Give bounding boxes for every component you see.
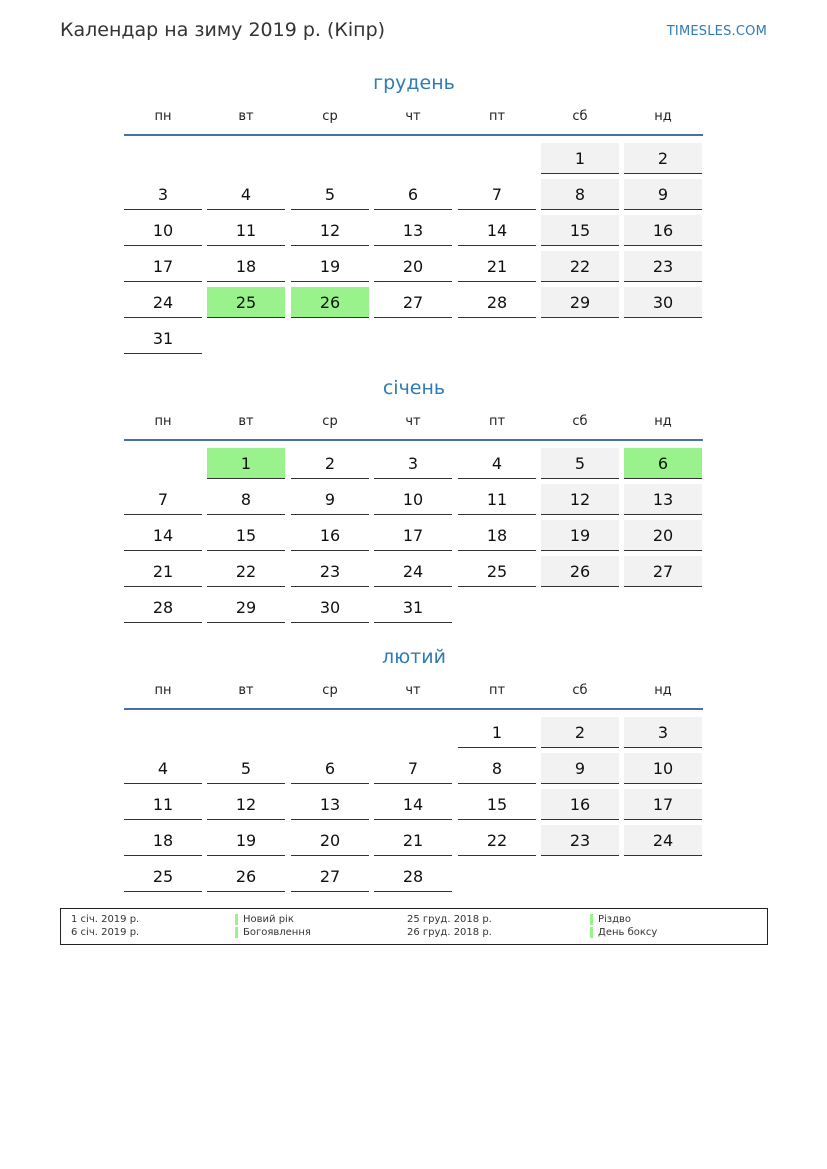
weekday-header-row [124,107,704,127]
legend-date: 26 груд. 2018 р. [407,927,492,938]
day-cell: 1 [458,717,536,748]
day-cell: 12 [291,215,369,246]
weekday-label: пн [154,414,172,429]
weekday-label: ср [322,109,338,124]
day-cell: 28 [458,287,536,318]
day-cell: 6 [291,753,369,784]
day-cell: 19 [541,520,619,551]
day-cell: 21 [458,251,536,282]
day-cell: 2 [291,448,369,479]
day-cell: 9 [624,179,702,210]
day-cell: 31 [374,592,452,623]
day-cell: 23 [291,556,369,587]
day-cell: 14 [458,215,536,246]
day-cell: 3 [124,179,202,210]
day-cell: 1 [541,143,619,174]
legend-date: 6 січ. 2019 р. [71,927,140,938]
day-cell: 6 [374,179,452,210]
day-cell: 8 [541,179,619,210]
day-cell: 2 [624,143,702,174]
day-cell: 16 [624,215,702,246]
day-cell: 12 [541,484,619,515]
weekday-label: чт [405,414,421,429]
month-name: лютий [382,646,446,668]
day-cell: 10 [124,215,202,246]
day-cell: 11 [458,484,536,515]
holiday-day-cell: 6 [624,448,702,479]
header-divider [124,439,703,441]
legend-holiday-name: Різдво [598,914,632,925]
day-cell: 5 [541,448,619,479]
day-cell: 5 [291,179,369,210]
day-cell: 27 [624,556,702,587]
day-cell: 20 [374,251,452,282]
day-cell: 27 [374,287,452,318]
day-cell: 24 [624,825,702,856]
day-cell: 21 [124,556,202,587]
day-cell: 15 [458,789,536,820]
weekday-label: вт [238,414,254,429]
day-cell: 11 [207,215,285,246]
day-cell: 13 [374,215,452,246]
weekday-label: нд [654,109,672,124]
day-cell: 13 [624,484,702,515]
legend-color-marker [590,927,593,938]
day-cell: 19 [291,251,369,282]
weekday-label: сб [572,414,588,429]
day-cell: 31 [124,323,202,354]
weekday-label: вт [238,109,254,124]
weekday-label: чт [405,109,421,124]
site-link[interactable]: TIMESLES.COM [666,24,767,39]
day-cell: 17 [624,789,702,820]
holiday-legend [60,908,768,945]
day-cell: 12 [207,789,285,820]
day-cell: 24 [124,287,202,318]
weekday-label: вт [238,683,254,698]
month-name: січень [382,377,446,399]
day-cell: 18 [124,825,202,856]
day-cell: 15 [541,215,619,246]
weekday-label: пт [488,414,506,429]
day-cell: 27 [291,861,369,892]
day-cell: 4 [458,448,536,479]
day-cell: 21 [374,825,452,856]
weekday-label: ср [322,683,338,698]
day-cell: 9 [291,484,369,515]
weekday-header-row [124,412,704,432]
day-cell: 5 [207,753,285,784]
holiday-day-cell: 1 [207,448,285,479]
holiday-day-cell: 25 [207,287,285,318]
day-cell: 25 [458,556,536,587]
day-cell: 4 [207,179,285,210]
page-title: Календар на зиму 2019 р. (Кіпр) [60,19,386,41]
legend-holiday-name: Новий рік [243,914,294,925]
day-cell: 20 [291,825,369,856]
weekday-header-row [124,681,704,701]
day-cell: 22 [541,251,619,282]
day-cell: 28 [374,861,452,892]
day-cell: 7 [374,753,452,784]
day-cell: 9 [541,753,619,784]
legend-holiday-name: Богоявлення [243,927,311,938]
day-cell: 13 [291,789,369,820]
day-cell: 30 [291,592,369,623]
day-cell: 16 [541,789,619,820]
day-cell: 3 [624,717,702,748]
legend-color-marker [235,927,238,938]
day-cell: 8 [458,753,536,784]
day-cell: 26 [207,861,285,892]
legend-color-marker [235,914,238,925]
weekday-label: сб [572,109,588,124]
legend-date: 25 груд. 2018 р. [407,914,492,925]
day-cell: 4 [124,753,202,784]
day-cell: 19 [207,825,285,856]
day-cell: 28 [124,592,202,623]
weekday-label: сб [572,683,588,698]
weekday-label: чт [405,683,421,698]
day-cell: 30 [624,287,702,318]
day-cell: 22 [207,556,285,587]
day-cell: 18 [458,520,536,551]
day-cell: 7 [124,484,202,515]
holiday-day-cell: 26 [291,287,369,318]
day-cell: 24 [374,556,452,587]
day-cell: 23 [541,825,619,856]
day-cell: 20 [624,520,702,551]
day-cell: 23 [624,251,702,282]
day-cell: 17 [374,520,452,551]
day-cell: 18 [207,251,285,282]
legend-holiday-name: День боксу [598,927,658,938]
weekday-label: пн [154,683,172,698]
day-cell: 3 [374,448,452,479]
day-cell: 10 [624,753,702,784]
day-cell: 17 [124,251,202,282]
month-name: грудень [373,72,455,94]
header-divider [124,134,703,136]
day-cell: 15 [207,520,285,551]
weekday-label: пт [488,683,506,698]
weekday-label: нд [654,683,672,698]
day-cell: 2 [541,717,619,748]
legend-color-marker [590,914,593,925]
header-divider [124,708,703,710]
day-cell: 29 [541,287,619,318]
day-cell: 10 [374,484,452,515]
day-cell: 11 [124,789,202,820]
legend-date: 1 січ. 2019 р. [71,914,140,925]
weekday-label: пн [154,109,172,124]
day-cell: 25 [124,861,202,892]
day-cell: 16 [291,520,369,551]
day-cell: 8 [207,484,285,515]
day-cell: 22 [458,825,536,856]
day-cell: 29 [207,592,285,623]
day-cell: 14 [124,520,202,551]
weekday-label: пт [488,109,506,124]
day-cell: 26 [541,556,619,587]
day-cell: 14 [374,789,452,820]
weekday-label: ср [322,414,338,429]
day-cell: 7 [458,179,536,210]
weekday-label: нд [654,414,672,429]
